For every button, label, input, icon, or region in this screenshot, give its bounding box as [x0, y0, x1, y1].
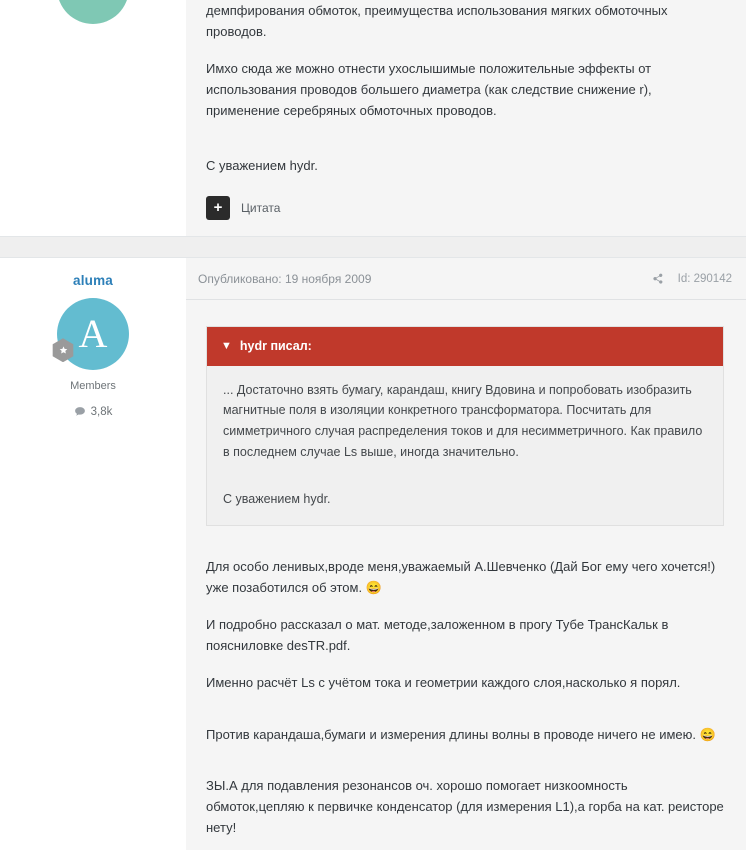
- quote-paragraph: ... Достаточно взять бумагу, карандаш, книгу Вдовина и попробовать изобразить магнитные поля в изоляции конкретного трансформатора. Посчитать для симметричного случая распределения токов и для несимметричного. Как правило в последнем случае Ls выше, иногда значительно.: [223, 382, 703, 459]
- post-header: [186, 258, 746, 300]
- quote-button[interactable]: Цитата: [241, 200, 281, 215]
- post-footer-actions: [206, 192, 724, 224]
- post-paragraph: И подробно рассказал о мат. методе,заложенном в прогу Тубе ТрансКальк в поясниловке desTR.pdf.: [206, 617, 669, 654]
- post-paragraph: демпфирования обмоток, преимущества использования мягких обмоточных проводов.: [206, 3, 668, 40]
- post-paragraph: Имхо сюда же можно отнести ухослышимые положительные эффекты от использования проводов большего диаметра (как следствие снижение r), применение серебряных обмоточных проводов.: [206, 61, 652, 119]
- avatar-image: [57, 0, 129, 24]
- post-paragraph: ЗЫ.А для подавления резонансов оч. хорошо помогает низкоомность обмоток,цепляю к первичке конденсатор (для измерения L1),а горба на кат. реисторе нету!: [206, 777, 724, 835]
- post-paragraph: Именно расчёт Ls с учётом тока и геометрии каждого слоя,насколько я порял.: [206, 675, 681, 691]
- member-label: Members: [70, 380, 116, 393]
- post-item: [0, 258, 746, 849]
- post-content: [186, 0, 746, 236]
- avatar[interactable]: [57, 298, 129, 370]
- comment-icon: [74, 406, 86, 418]
- post-content: [186, 258, 746, 849]
- chevron-down-icon[interactable]: ▼: [221, 339, 232, 352]
- quote-body: [207, 366, 723, 526]
- post-body: [186, 0, 746, 236]
- post-id-label: Id: 290142: [677, 272, 732, 285]
- post-count: [10, 406, 176, 418]
- quote-header[interactable]: [207, 327, 723, 365]
- post-header-actions: [651, 272, 732, 285]
- quote-author-label: hydr писал:: [239, 339, 312, 354]
- quote-block: [206, 326, 724, 526]
- avatar-image: A: [57, 298, 129, 370]
- post-paragraph: Для особо ленивых,вроде меня,уважаемый А.Шевченко (Дай Бог ему чего хочется!) уже позаботился об этом. 😄: [206, 559, 716, 596]
- post-paragraph: С уважением hydr.: [206, 158, 318, 174]
- quote-paragraph: С уважением hydr.: [223, 491, 331, 506]
- post-count-label: 3,8k: [90, 406, 113, 419]
- post-item: [0, 0, 746, 236]
- post-body: [186, 300, 746, 849]
- post-separator: [0, 236, 746, 258]
- author-name-link[interactable]: aluma: [72, 273, 114, 289]
- post-author-column: [0, 0, 186, 236]
- post-author-column: [0, 258, 186, 849]
- post-paragraph: Против карандаша,бумаги и измерения длины волны в проводе ничего не имею. 😄: [206, 726, 716, 742]
- post-date[interactable]: Опубликовано: 19 ноября 2009: [198, 271, 372, 286]
- share-icon[interactable]: [651, 272, 664, 285]
- multiquote-button[interactable]: +: [206, 196, 230, 220]
